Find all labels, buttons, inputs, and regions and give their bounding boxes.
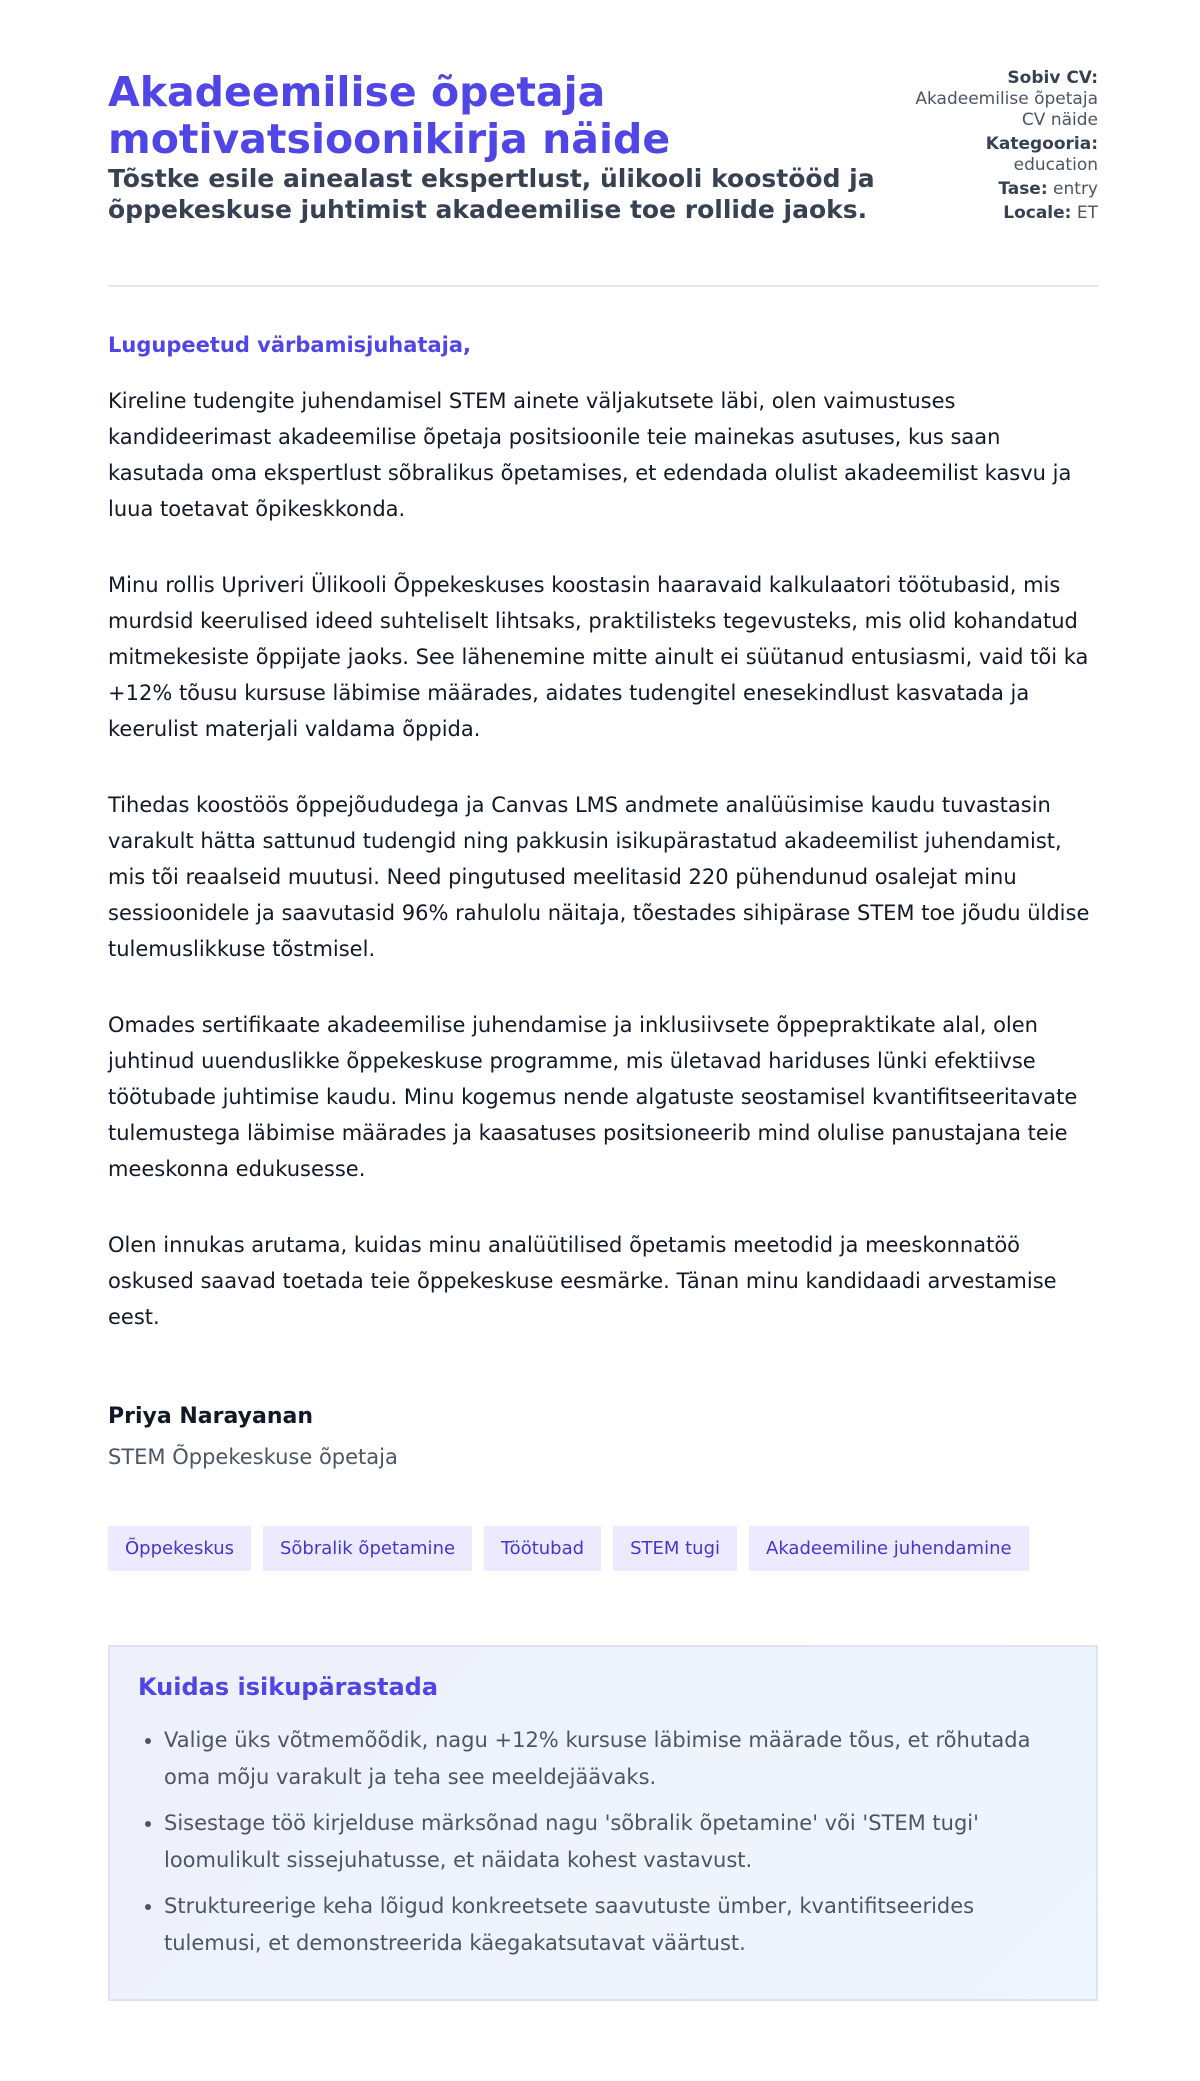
tag[interactable]: Akadeemiline juhendamine (749, 1526, 1029, 1571)
page-title: Akadeemilise õpetaja motivatsioonikirja näide (108, 68, 671, 163)
tag-list (108, 1526, 1098, 1571)
signature-role: STEM Õppekeskuse õpetaja (108, 1445, 398, 1469)
meta-category-value: education (1013, 155, 1098, 175)
page-header (108, 0, 1098, 287)
meta-level (908, 179, 1098, 200)
tag[interactable]: Õppekeskus (108, 1526, 251, 1571)
letter-greeting: Lugupeetud värbamisjuhataja, (108, 333, 471, 357)
letter-paragraph: Minu rollis Upriveri Ülikooli Õppekeskuses koostasin haaravaid kalkulaatori töötubasid, mis murdsid keerulised ideed suhteliselt lihtsaks, praktilisteks tegevusteks, mis olid kohandatud mitmekesiste õppijate jaoks. See lähenemine mitte ainult ei süütanud entusiasmi, vaid tõi ka +12% tõusu kursuse läbimise määrades, aidates tudengitel enesekindlust kasvatada ja keerulist materjali valdama õppida. (108, 573, 1089, 741)
cover-letter-page (108, 0, 1098, 2001)
meta-level-label: Tase: (998, 179, 1048, 199)
page-subtitle: Tõstke esile ainealast ekspertlust, ülikooli koostööd ja õppekeskuse juhtimist akadeemilise toe rollide jaoks. (108, 164, 875, 224)
tips-list (138, 1722, 1068, 1962)
tag[interactable]: Sõbralik õpetamine (263, 1526, 472, 1571)
letter-paragraph: Tihedas koostöös õppejõududega ja Canvas LMS andmete analüüsimise kaudu tuvastasin varakult hätta sattunud tudengid ning pakkusin isikupärastatud akadeemilist juhendamist, mis tõi reaalseid muutusi. Need pingutused meelitasid 220 pühendunud osalejat minu sessioonidele ja saavutasid 96% rahulolu näitaja, tõestades sihipärase STEM toe jõudu üldise tulemuslikkuse tõstmisel. (108, 793, 1090, 961)
meta-locale-label: Locale: (1003, 203, 1072, 223)
personalization-tips (108, 1645, 1098, 2001)
tip-item: • Struktureerige keha lõigud konkreetsete saavutuste ümber, kvantifitseerides tulemusi, et demonstreerida käegakatsutavat väärtust. (164, 1888, 1068, 1962)
meta-locale (908, 203, 1098, 224)
tip-item: • Sisestage töö kirjelduse märksõnad nagu 'sõbralik õpetamine' või 'STEM tugi' loomulikult sissejuhatusse, et näidata kohest vastavust. (164, 1805, 1068, 1879)
meta-category (908, 134, 1098, 176)
meta-level-value: entry (1053, 179, 1098, 199)
tip-item: • Valige üks võtmemõõdik, nagu +12% kursuse läbimise määrade tõus, et rõhutada oma mõju varakult ja teha see meeldejäävaks. (164, 1722, 1068, 1796)
meta-cv (908, 68, 1098, 131)
tag[interactable]: STEM tugi (613, 1526, 737, 1571)
letter-paragraph: Kireline tudengite juhendamisel STEM ainete väljakutsete läbi, olen vaimustuses kandideerimast akadeemilise õpetaja positsioonile teie mainekas asutuses, kus saan kasutada oma ekspertlust sõbralikus õpetamises, et edendada olulist akadeemilist kasvu ja luua toetavat õpikeskkonda. (108, 389, 1072, 521)
meta-locale-value: ET (1076, 203, 1098, 223)
signature-name: Priya Narayanan (108, 1404, 313, 1429)
letter-paragraph: Omades sertifikaate akadeemilise juhendamise ja inklusiivsete õppepraktikate alal, olen juhtinud uuenduslikke õppekeskuse programme, mis ületavad hariduses lünki efektiivse töötubade juhtimise kaudu. Minu kogemus nende algatuste seostamisel kvantifitseeritavate tulemustega läbimise määrades ja kaasatuses positsioneerib mind olulise panustajana teie meeskonna edukusesse. (108, 1013, 1078, 1181)
tag[interactable]: Töötubad (484, 1526, 601, 1571)
meta-cv-label: Sobiv CV: (1007, 68, 1098, 88)
meta-panel (908, 68, 1098, 227)
meta-category-label: Kategooria: (985, 134, 1098, 154)
letter-body (108, 287, 1098, 1471)
meta-cv-value[interactable]: Akadeemilise õpetaja CV näide (915, 89, 1098, 130)
letter-paragraph: Olen innukas arutama, kuidas minu analüütilised õpetamis meetodid ja meeskonnatöö oskused saavad toetada teie õppekeskuse eesmärke. Tänan minu kandidaadi arvestamise eest. (108, 1233, 1057, 1329)
tips-title: Kuidas isikupärastada (138, 1673, 439, 1701)
